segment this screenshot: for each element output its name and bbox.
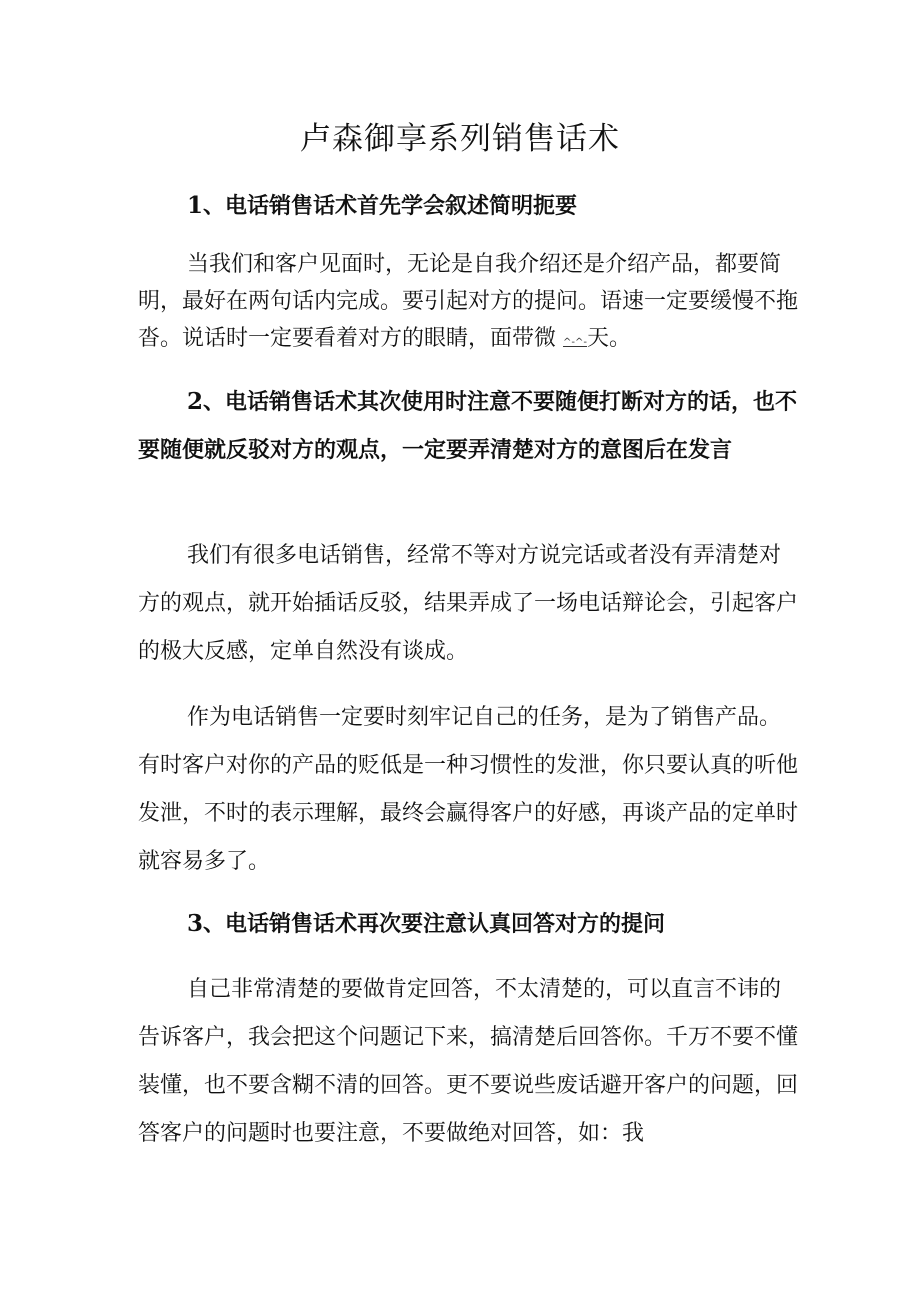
section-3-heading-text: 、电话销售话术再次要注意认真回答对方的提问 <box>203 912 666 937</box>
section-3-heading <box>138 904 798 945</box>
section-2-heading <box>138 378 798 475</box>
section-2-paragraph-1: 我们有很多电话销售，经常不等对方说完话或者没有弄清楚对方的观点，就开始插话反驳，结果弄成了一场电话辩论会，引起客户的极大反感，定单自然没有谈成。 <box>138 543 799 664</box>
section-2-paragraph-2: 作为电话销售一定要时刻牢记自己的任务，是为了销售产品。有时客户对你的产品的贬低是一种习惯性的发泄，你只要认真的听他发泄，不时的表示理解，最终会赢得客户的好感，再谈产品的定单时就容易多了。 <box>138 705 799 874</box>
section-1-paragraph-1-end: 天。 <box>587 326 632 351</box>
section-1-number: 1 <box>187 192 204 219</box>
section-3-number: 3 <box>187 910 204 937</box>
section-1-heading-text: 、电话销售话术首先学会叙述简明扼要 <box>203 194 578 219</box>
smile-mark: ^-^- <box>563 337 587 348</box>
section-2-number: 2 <box>187 388 204 415</box>
document-title: 卢森御享系列销售话术 <box>300 121 620 157</box>
section-1-paragraph-1-text: 当我们和客户见面时，无论是自我介绍还是介绍产品，都要简明，最好在两句话内完成。要引起对方的提问。语速一定要缓慢不拖沓。说话时一定要看着对方的眼睛，面带微 <box>138 252 799 351</box>
section-3-paragraph-1: 自己非常清楚的要做肯定回答，不太清楚的，可以直言不讳的告诉客户，我会把这个问题记下来，搞清楚后回答你。千万不要不懂装懂，也不要含糊不清的回答。更不要说些废话避开客户的问题，回答客户的问题时也要注意，不要做绝对回答，如：我 <box>138 977 799 1146</box>
section-2-heading-text: 、电话销售话术其次使用时注意不要随便打断对方的话，也不要随便就反驳对方的观点，一定要弄清楚对方的意图后在发言 <box>138 390 798 463</box>
section-1-paragraph-1 <box>138 246 798 361</box>
section-1-heading <box>138 188 798 225</box>
